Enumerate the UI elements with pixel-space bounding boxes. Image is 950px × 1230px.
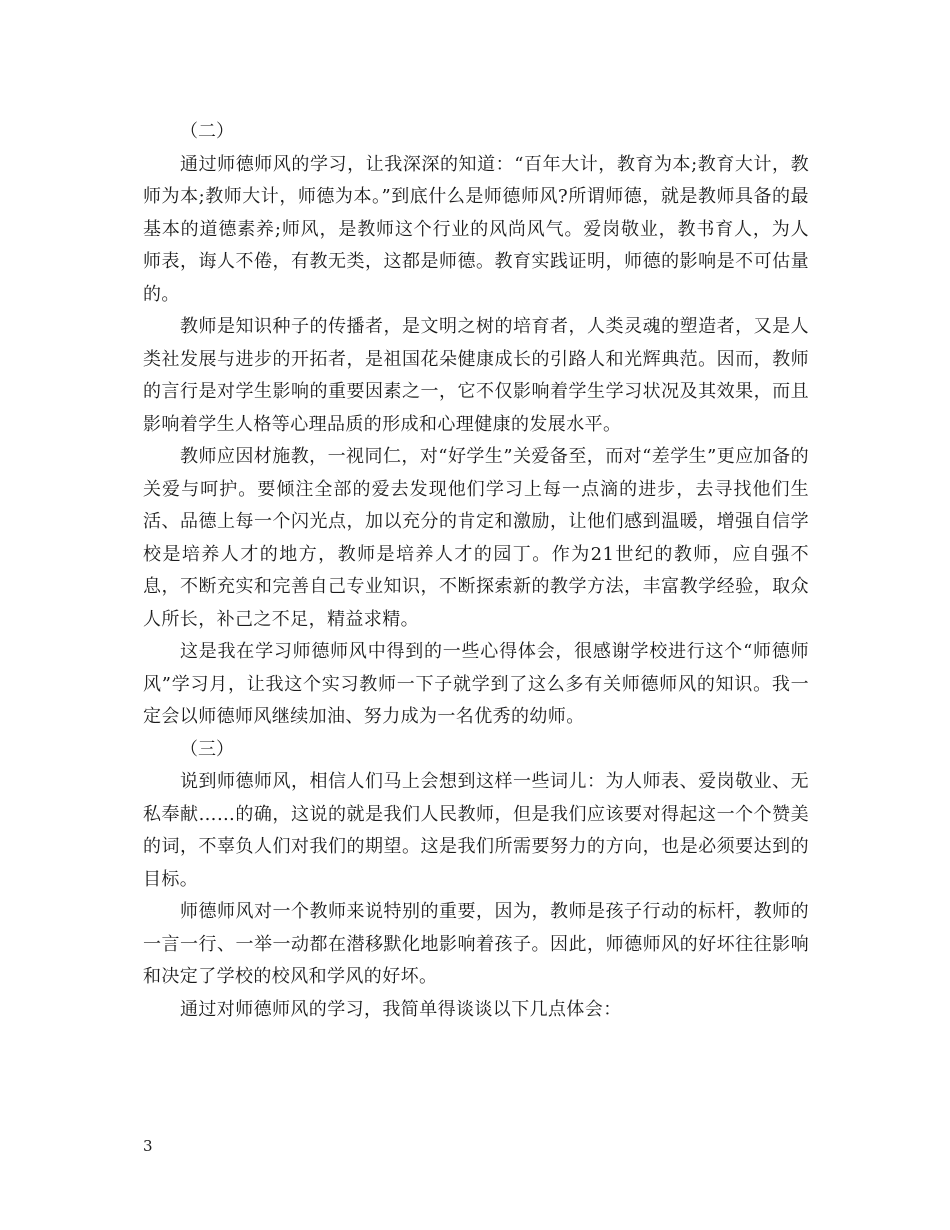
paragraph: 教师是知识种子的传播者，是文明之树的培育者，人类灵魂的塑造者，又是人类社发展与进步的开拓者，是祖国花朵健康成长的引路人和光辉典范。因而，教师的言行是对学生影响的重要因素之一，它不仅影响着学生学习状况及其效果，而且影响着学生人格等心理品质的形成和心理健康的发展水平。 <box>143 316 809 435</box>
section-heading-3: （三） <box>180 738 234 760</box>
page-number: 3 <box>143 1137 153 1155</box>
paragraph: 这是我在学习师德师风中得到的一些心得体会，很感谢学校进行这个“师德师风”学习月，让我这个实习教师一下子就学到了这么多有关师德师风的知识。我一定会以师德师风继续加油、努力成为一名优秀的幼师。 <box>143 641 809 727</box>
paragraph: 说到师德师风，相信人们马上会想到这样一些词儿：为人师表、爱岗敬业、无私奉献……的确，这说的就是我们人民教师，但是我们应该要对得起这一个个赞美的词，不辜负人们对我们的期望。这是我们所需要努力的方向，也是必须要达到的目标。 <box>143 771 809 890</box>
document-body <box>143 116 809 1026</box>
paragraph: 师德师风对一个教师来说特别的重要，因为，教师是孩子行动的标杆，教师的一言一行、一举一动都在潜移默化地影响着孩子。因此，师德师风的好坏往往影响和决定了学校的校风和学风的好坏。 <box>143 901 809 987</box>
paragraph: 通过对师德师风的学习，我简单得谈谈以下几点体会： <box>180 998 622 1020</box>
paragraph: 通过师德师风的学习，让我深深的知道：“百年大计，教育为本;教育大计，教师为本;教师大计，师德为本。”到底什么是师德师风?所谓师德，就是教师具备的最基本的道德素养;师风，是教师这个行业的风尚风气。爱岗敬业，教书育人，为人师表，诲人不倦，有教无类，这都是师德。教育实践证明，师德的影响是不可估量的。 <box>143 153 809 305</box>
paragraph: 教师应因材施教，一视同仁，对“好学生”关爱备至，而对“差学生”更应加备的关爱与呵护。要倾注全部的爱去发现他们学习上每一点滴的进步，去寻找他们生活、品德上每一个闪光点，加以充分的肯定和激励，让他们感到温暖，增强自信学校是培养人才的地方，教师是培养人才的园丁。作为21世纪的教师，应自强不息，不断充实和完善自己专业知识，不断探索新的教学方法，丰富教学经验，取众人所长，补己之不足，精益求精。 <box>143 446 809 630</box>
section-heading-2: （二） <box>180 121 234 142</box>
